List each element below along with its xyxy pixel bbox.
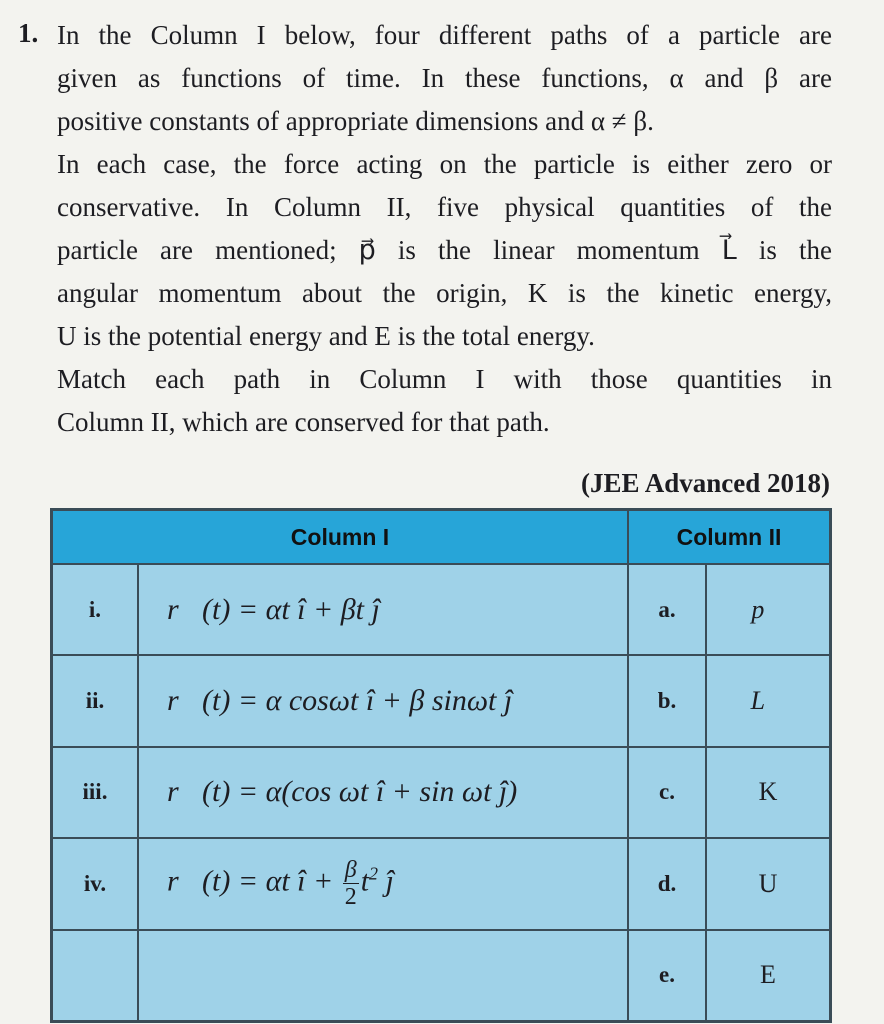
path-expression [138, 930, 628, 1022]
question-paragraph-1 [57, 14, 832, 358]
fraction-denominator: 2 [344, 884, 357, 911]
row-tag [52, 930, 139, 1022]
question-number: 1. [18, 18, 39, 48]
quantity-letter: b. [628, 655, 706, 746]
quantity: E [706, 930, 831, 1022]
text-line: In the Column I below, four different paths of a particle are [57, 20, 832, 50]
quantity-letter: e. [628, 930, 706, 1022]
text-line: particle are mentioned; p⃗ is the linear momentum L⃗ is the [57, 235, 832, 265]
column-1-header: Column I [52, 510, 629, 565]
quantity-letter: a. [628, 564, 706, 655]
table-row [52, 930, 831, 1022]
quantity: p⃗ [706, 564, 831, 655]
text-line: Match each path in Column I with those quantities in [57, 364, 832, 394]
table-header-row [52, 510, 831, 565]
table-row [52, 564, 831, 655]
path-expression: r⃗(t) = αt î + βt ĵ [138, 564, 628, 655]
text-line: given as functions of time. In these functions, α and β are [57, 63, 832, 93]
expr-part: r⃗(t) = αt î + [167, 864, 341, 898]
match-table [50, 508, 832, 1023]
question-paragraph-2 [57, 358, 832, 444]
row-tag: iv. [52, 838, 139, 929]
table-row [52, 655, 831, 746]
text-line: Column II, which are conserved for that path. [57, 407, 550, 437]
row-tag: iii. [52, 747, 139, 838]
quantity-letter: c. [628, 747, 706, 838]
text-line: conservative. In Column II, five physical quantities of the [57, 192, 832, 222]
text-line: positive constants of appropriate dimensions and α ≠ β. [57, 106, 654, 136]
fraction-numerator: β [344, 857, 357, 884]
quantity: K [706, 747, 831, 838]
column-2-header: Column II [628, 510, 831, 565]
path-expression [138, 838, 628, 929]
text-line: In each case, the force acting on the particle is either zero or [57, 149, 832, 179]
row-tag: i. [52, 564, 139, 655]
path-expression: r⃗(t) = α cosωt î + β sinωt ĵ [138, 655, 628, 746]
text-line: angular momentum about the origin, K is the kinetic energy, [57, 278, 832, 308]
text-line: U is the potential energy and E is the total energy. [57, 321, 595, 351]
table-row [52, 747, 831, 838]
exam-source: (JEE Advanced 2018) [580, 468, 830, 498]
fraction [343, 857, 359, 910]
expr-part: ĵ [378, 864, 394, 898]
exponent: 2 [369, 863, 379, 884]
table-row [52, 838, 831, 929]
quantity-letter: d. [628, 838, 706, 929]
path-expression: r⃗(t) = α(cos ωt î + sin ωt ĵ) [138, 747, 628, 838]
expr-part: t [360, 864, 370, 898]
quantity: U [706, 838, 831, 929]
quantity: L⃗ [706, 655, 831, 746]
row-tag: ii. [52, 655, 139, 746]
